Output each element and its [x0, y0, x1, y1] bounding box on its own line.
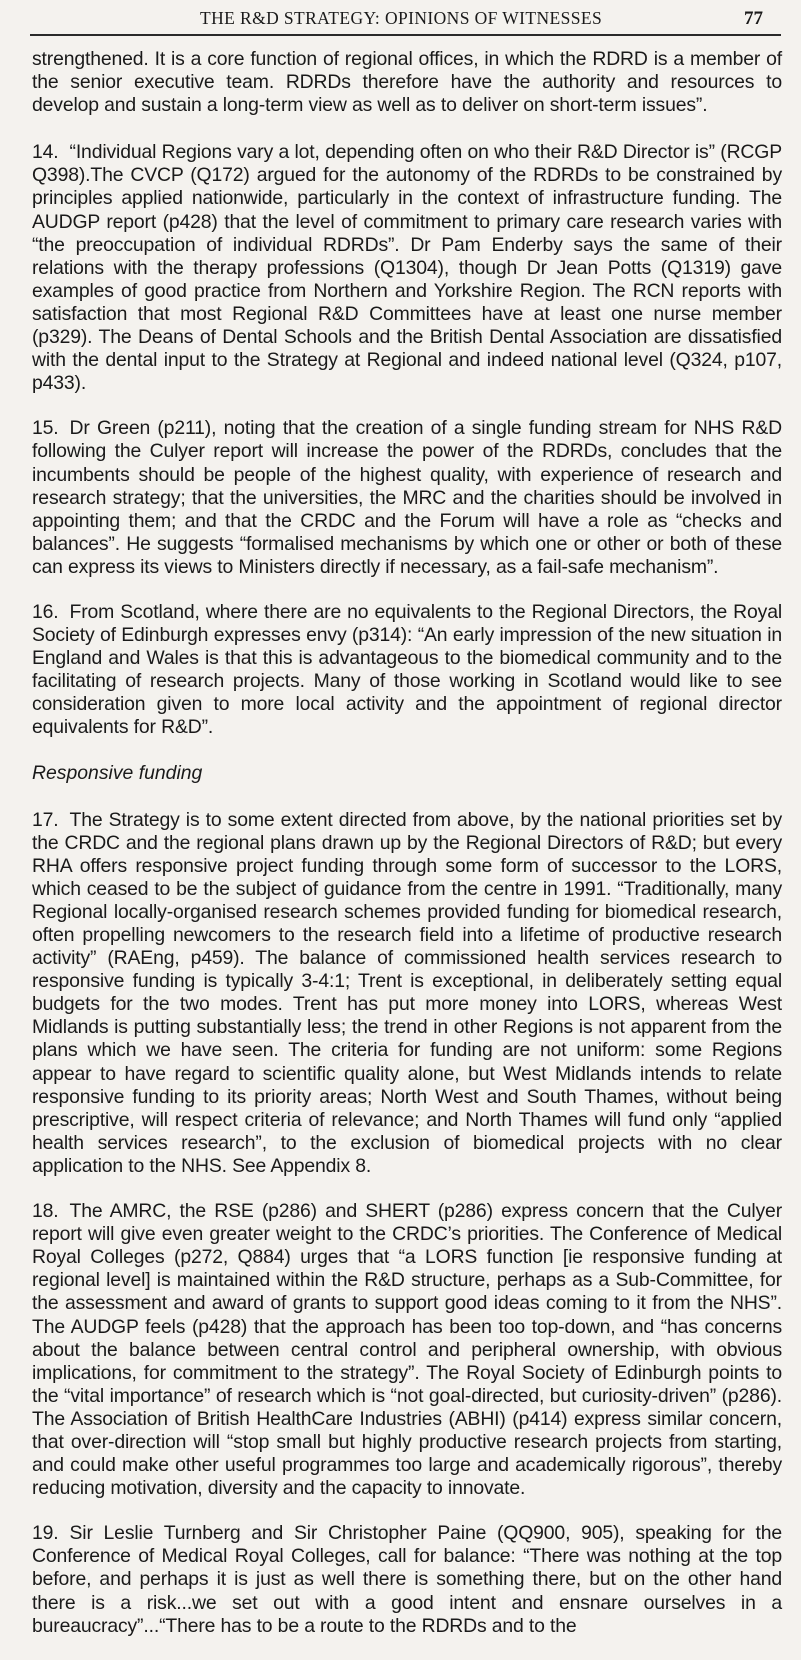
- section-heading: Responsive funding: [32, 761, 203, 784]
- paragraph-15: [32, 417, 782, 579]
- paragraph-19: [32, 1522, 782, 1637]
- paragraph-number: 14.: [32, 141, 59, 164]
- paragraph-text: Sir Leslie Turnberg and Sir Christopher Paine (QQ900, 905), speaking for the Conference of Medical Royal Colleges, call for balance: “There was nothing at the top before, and perhaps it is just as well there is something there, but on the other hand there is a risk...we set out with a good intent and ensnare ourselves in a bureaucracy”...“There has to be a route to the RDRDs and to the: [32, 1522, 782, 1637]
- paragraph-number: 17.: [32, 808, 59, 831]
- page-number: 77: [744, 8, 763, 29]
- paragraph-text: “Individual Regions vary a lot, depending often on who their R&D Director is” (RCGP Q398).The CVCP (Q172) argued for the autonomy of the RDRDs to be constrained by principles applied nationwide, particularly in the context of infrastructure funding. The AUDGP report (p428) that the level of commitment to primary care research varies with “the preoccupation of individual RDRDs”. Dr Pam Enderby says the same of their relations with the therapy professions (Q1304), though Dr Jean Potts (Q1319) gave examples of good practice from Northern and Yorkshire Region. The RCN reports with satisfaction that most Regional R&D Committees have at least one nurse member (p329). The Deans of Dental Schools and the British Dental Association are dissatisfied with the dental input to the Strategy at Regional and indeed national level (Q324, p107, p433).: [32, 141, 782, 395]
- paragraph-text: strengthened. It is a core function of regional offices, in which the RDRD is a member of the senior executive team. RDRDs therefore have the authority and resources to develop and sustain a long-term view as well as to deliver on short-term issues”.: [32, 48, 782, 117]
- paragraph-continued: [32, 48, 782, 117]
- paragraph-text: Dr Green (p211), noting that the creation of a single funding stream for NHS R&D following the Culyer report will increase the power of the RDRDs, concludes that the incumbents should be people of the highest quality, with experience of research and research strategy; that the universities, the MRC and the charities should be involved in appointing them; and that the CRDC and the Forum will have a role as “checks and balances”. He suggests “formalised mechanisms by which one or other or both of these can express its views to Ministers directly if necessary, as a fail-safe mechanism”.: [32, 417, 782, 578]
- paragraph-text: The AMRC, the RSE (p286) and SHERT (p286) express concern that the Culyer report will give even greater weight to the CRDC’s priorities. The Conference of Medical Royal Colleges (p272, Q884) urges that “a LORS function [ie responsive funding at regional level] is maintained within the R&D structure, perhaps as a Sub-Committee, for the assessment and award of grants to support good ideas coming to it from the NHS”. The AUDGP feels (p428) that the approach has been too top-down, and “has concerns about the balance between central control and peripheral ownership, with obvious implications, for commitment to the strategy”. The Royal Society of Edinburgh points to the “vital importance” of research which is “not goal-directed, but curiosity-driven” (p286). The Association of British HealthCare Industries (ABHI) (p414) express similar concern, that over-direction will “stop small but highly productive research projects from starting, and could make other useful programmes too large and academically rigorous”, thereby reducing motivation, diversity and the capacity to innovate.: [32, 1200, 782, 1500]
- paragraph-number: 18.: [32, 1200, 59, 1223]
- paragraph-17: [32, 809, 782, 1179]
- paragraph-16: [32, 601, 782, 740]
- paragraph-text: From Scotland, where there are no equivalents to the Regional Directors, the Royal Society of Edinburgh expresses envy (p314): “An early impression of the new situation in England and Wales is that this is advantageous to the biomedical community and to the facilitating of research projects. Many of those working in Scotland would like to see consideration given to more local activity and the appointment of regional director equivalents for R&D”.: [32, 600, 782, 739]
- paragraph-text: The Strategy is to some extent directed from above, by the national priorities set by the CRDC and the regional plans drawn up by the Regional Directors of R&D; but every RHA offers responsive project funding through some form of successor to the LORS, which ceased to be the subject of guidance from the centre in 1991. “Traditionally, many Regional locally-organised research schemes provided funding for biomedical research, often propelling newcomers to the research field into a lifetime of productive research activity” (RAEng, p459). The balance of commissioned health services research to responsive funding is typically 3-4:1; Trent is exceptional, in deliberately setting equal budgets for the two modes. Trent has put more money into LORS, whereas West Midlands is putting substantially less; the trend in other Regions is not apparent from the plans which we have seen. The criteria for funding are not uniform: some Regions appear to have regard to scientific quality alone, but West Midlands intends to relate responsive funding to its priority areas; North West and South Thames, without being prescriptive, will respect criteria of relevance; and North Thames will fund only “applied health services research”, to the exclusion of biomedical projects with no clear application to the NHS. See Appendix 8.: [32, 808, 782, 1177]
- paragraph-number: 16.: [32, 600, 59, 623]
- paragraph-14: [32, 141, 782, 395]
- paragraph-number: 15.: [32, 417, 59, 440]
- page-header: [30, 6, 781, 34]
- body-content: [32, 48, 782, 1660]
- paragraph-number: 19.: [32, 1522, 59, 1545]
- header-rule: [30, 34, 781, 36]
- paragraph-18: [32, 1200, 782, 1500]
- running-title: THE R&D STRATEGY: OPINIONS OF WITNESSES: [200, 8, 603, 28]
